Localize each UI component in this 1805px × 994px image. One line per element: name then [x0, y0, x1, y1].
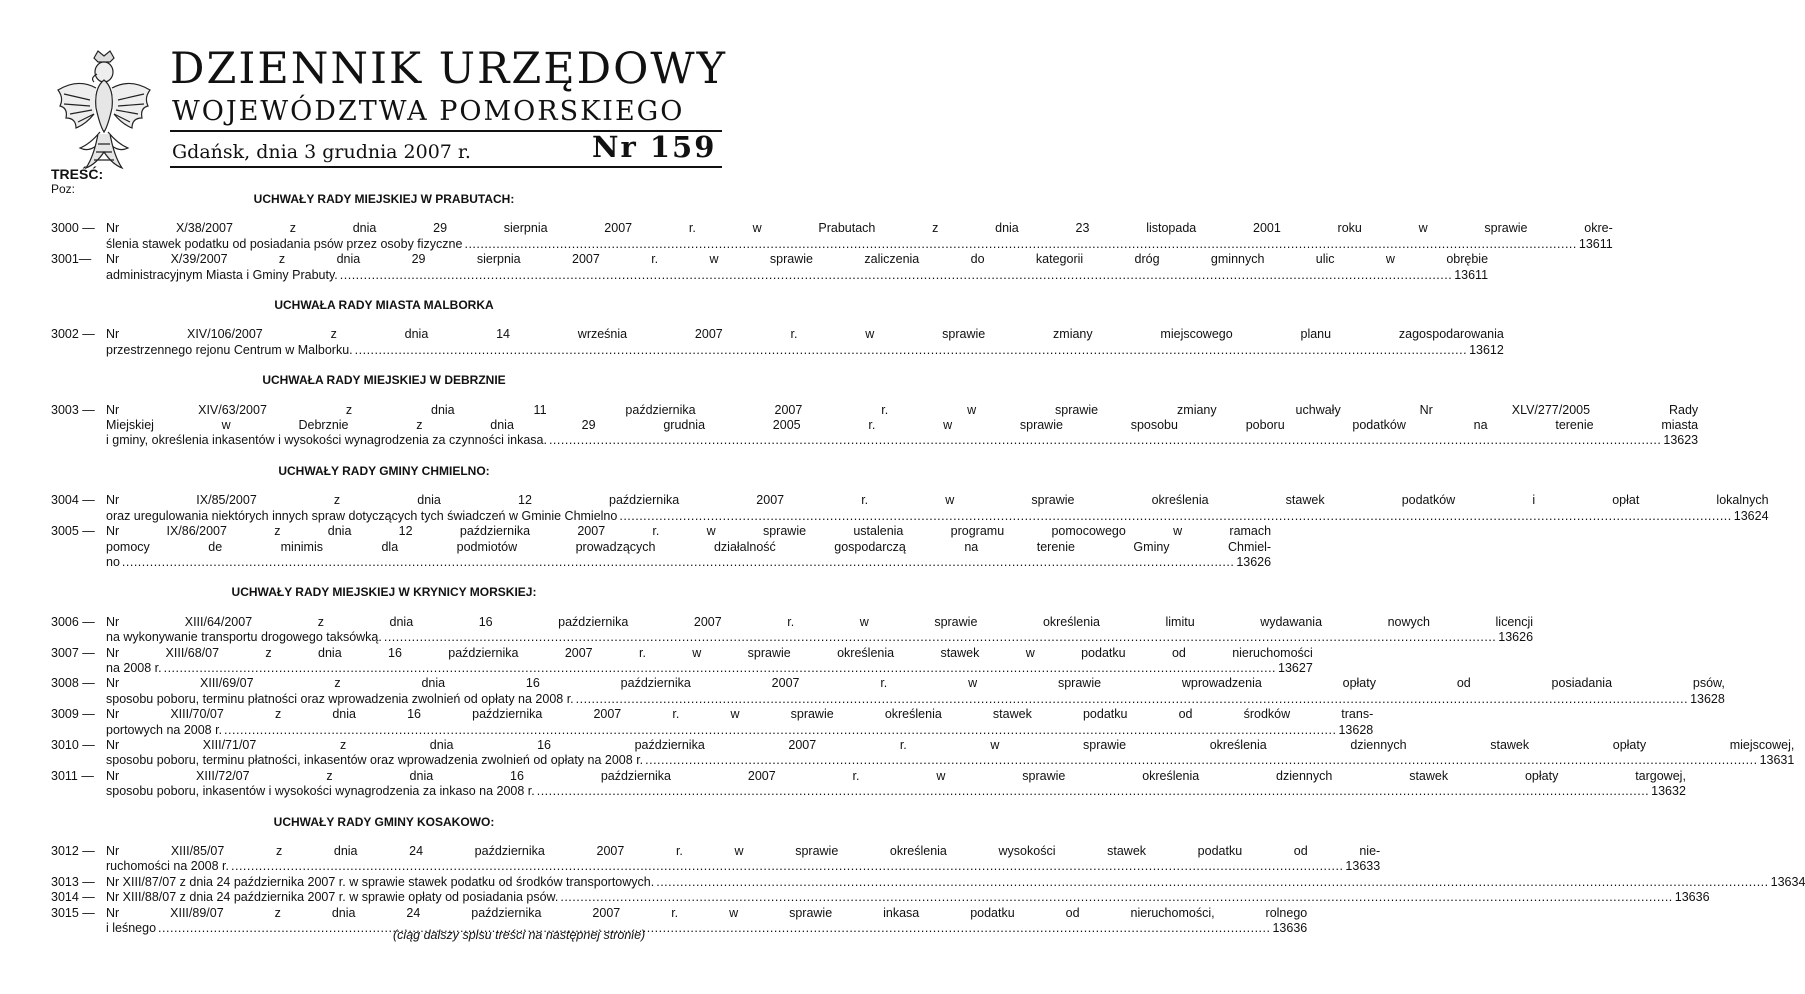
page-number: 13636: [1674, 890, 1710, 905]
toc-entry: [51, 524, 1272, 570]
entry-number: 3003 —: [51, 402, 95, 417]
entry-text-line: Nr IX/86/2007 z dnia 12 października 2007 r. w sprawie ustalenia programu pomocowego w ramach: [106, 524, 1272, 539]
entry-text-line: Nr XIII/71/07 z dnia 16 października 2007 r. w sprawie określenia dziennych stawek opłaty miejscowej,: [106, 737, 1795, 752]
page-number: 13612: [1469, 342, 1504, 357]
journal-title: DZIENNIK URZĘDOWY: [170, 44, 727, 94]
toc-entry: [51, 645, 1313, 677]
entry-text-last: ruchomości na 2008 r.: [106, 859, 229, 874]
page-number: 13628: [1690, 691, 1725, 706]
toc-entry: [51, 676, 1725, 707]
entry-text-last: portowych na 2008 r.: [106, 722, 223, 737]
entry-text-last: no: [106, 554, 120, 569]
entry-number: 3012 —: [51, 844, 95, 858]
entry-text-last: sposobu poboru, inkasentów i wysokości wynagrodzenia za inkaso na 2008 r.: [106, 784, 535, 799]
entry-text-line: pomocy de minimis dla podmiotów prowadzących działalność gospodarczą na terenie Gminy Chmiel-: [106, 539, 1272, 554]
entry-text-line: Nr X/39/2007 z dnia 29 sierpnia 2007 r. w sprawie zaliczenia do kategorii dróg gminnych ulic w obrębie: [106, 252, 1489, 267]
issue-number: Nr 159: [592, 130, 717, 164]
toc-entry: [51, 493, 1769, 524]
page-number: 13626: [1498, 630, 1534, 645]
entry-text-line: Nr X/38/2007 z dnia 29 sierpnia 2007 r. w Prabutach z dnia 23 listopada 2001 roku w sprawie okre-: [106, 221, 1613, 236]
leader-dots: [645, 753, 1757, 768]
entry-number: 3007 —: [51, 645, 95, 660]
entry-number: 3005 —: [51, 524, 95, 539]
entry-text-line: Miejskiej w Debrznie z dnia 29 grudnia 2005 r. w sprawie sposobu poboru podatków na terenie miasta: [106, 418, 1699, 433]
entry-text-line: Nr XIII/72/07 z dnia 16 października 2007 r. w sprawie określenia dziennych stawek opłaty targowej,: [106, 768, 1686, 783]
page-number: 13611: [1454, 267, 1489, 282]
page-number: 13611: [1578, 236, 1613, 251]
entry-number: 3013 —: [51, 874, 95, 889]
toc-entry: [51, 402, 1699, 449]
header-rule-bottom: [170, 166, 722, 168]
entry-number: 3011 —: [51, 768, 94, 783]
entry-number: 3004 —: [51, 493, 95, 508]
entry-number: 3015 —: [51, 905, 95, 920]
section-title: UCHWAŁY RADY MIEJSKIEJ W KRYNICY MORSKIEJ:: [231, 585, 537, 600]
entry-number: 3006 —: [51, 614, 95, 629]
toc-heading: TREŚĆ:: [51, 166, 104, 182]
entry-text-last: oraz uregulowania niektórych innych spraw dotyczących tych świadczeń w Gminie Chmielno: [106, 508, 618, 523]
toc-entry: [51, 614, 1534, 646]
page-number: 13631: [1759, 753, 1795, 768]
section-title: UCHWAŁY RADY GMINY KOSAKOWO:: [273, 814, 495, 829]
table-of-contents: [51, 192, 1805, 936]
poz-label: Poz:: [51, 182, 76, 196]
toc-entry: [51, 252, 1489, 283]
leader-dots: [164, 661, 1276, 676]
entry-number: 3010 —: [51, 737, 95, 752]
leader-dots: [537, 784, 1649, 799]
entry-text-last: Nr XIII/88/07 z dnia 24 października 2007 r. w sprawie opłaty od posiadania psów.: [106, 890, 559, 905]
entry-number: 3000 —: [51, 221, 95, 236]
leader-dots: [619, 509, 1731, 524]
page-number: 13633: [1345, 859, 1381, 874]
toc-entry: [51, 221, 1613, 252]
toc-entry: [51, 890, 1710, 905]
page-number: 13632: [1651, 784, 1686, 799]
toc-entry: [51, 844, 1381, 875]
entry-text-last: sposobu poboru, terminu płatności oraz wprowadzenia zwolnień od opłaty na 2008 r.: [106, 691, 574, 706]
toc-entry: [51, 737, 1795, 769]
place-date: Gdańsk, dnia 3 grudnia 2007 r.: [172, 141, 471, 163]
leader-dots: [384, 630, 1496, 645]
entry-number: 3002 —: [51, 327, 95, 342]
entry-number: 3001—: [51, 252, 92, 267]
leader-dots: [549, 433, 1661, 448]
leader-dots: [340, 268, 1452, 283]
section-title: UCHWAŁA RADY MIASTA MALBORKA: [274, 298, 494, 313]
leader-dots: [122, 555, 1234, 570]
entry-text-line: Nr XIII/64/2007 z dnia 16 października 2007 r. w sprawie określenia limitu wydawania nowych licencji: [106, 614, 1534, 629]
entry-text-last: na 2008 r.: [106, 660, 162, 675]
entry-text-last: sposobu poboru, terminu płatności, inkasentów oraz wprowadzenia zwolnień od opłaty na 2008 r.: [106, 753, 644, 768]
leader-dots: [656, 875, 1768, 890]
page-number: 13623: [1663, 433, 1699, 448]
leader-dots: [576, 692, 1688, 707]
entry-text-line: Nr XIII/85/07 z dnia 24 października 2007 r. w sprawie określenia wysokości stawek podatku od nie-: [106, 844, 1381, 858]
leader-dots: [158, 921, 1270, 936]
eagle-emblem-icon: [50, 48, 158, 176]
page-number: 13624: [1733, 508, 1769, 523]
page-number: 13627: [1278, 660, 1313, 675]
entry-text-line: Nr XIII/69/07 z dnia 16 października 2007 r. w sprawie wprowadzenia opłaty od posiadania psów,: [106, 676, 1725, 691]
entry-text-last: ślenia stawek podatku od posiadania psów przez osoby fizyczne: [106, 236, 463, 251]
entry-number: 3008 —: [51, 676, 95, 691]
continuation-note: (ciąg dalszy spisu treści na następnej stronie): [393, 928, 646, 942]
toc-entry: [51, 768, 1686, 800]
entry-text-last: i leśnego: [106, 921, 157, 936]
page-number: 13634: [1770, 874, 1805, 889]
entry-text-line: Nr XIII/70/07 z dnia 16 października 2007 r. w sprawie określenia stawek podatku od środków trans-: [106, 707, 1374, 722]
toc-entry: [51, 874, 1805, 890]
leader-dots: [224, 723, 1336, 738]
leader-dots: [231, 859, 1343, 874]
entry-number: 3009 —: [51, 707, 95, 722]
journal-subtitle: WOJEWÓDZTWA POMORSKIEGO: [172, 96, 685, 127]
entry-text-line: Nr XIV/63/2007 z dnia 11 października 2007 r. w sprawie zmiany uchwały Nr XLV/277/2005 Rady: [106, 402, 1699, 417]
section-title: UCHWAŁY RADY GMINY CHMIELNO:: [278, 463, 490, 478]
page-number: 13628: [1338, 722, 1374, 737]
entry-text-last: przestrzennego rejonu Centrum w Malborku.: [106, 342, 353, 357]
entry-number: 3014 —: [51, 890, 95, 905]
entry-text-line: Nr XIII/68/07 z dnia 16 października 2007 r. w sprawie określenia stawek w podatku od nieruchomości: [106, 645, 1313, 660]
entry-text-last: i gminy, określenia inkasentów i wysokości wynagrodzenia za czynności inkasa.: [106, 433, 547, 448]
leader-dots: [355, 343, 1467, 358]
entry-text-line: Nr XIV/106/2007 z dnia 14 września 2007 r. w sprawie zmiany miejscowego planu zagospodarowania: [106, 327, 1504, 342]
toc-entry: [51, 707, 1374, 738]
leader-dots: [464, 237, 1576, 252]
page-number: 13626: [1236, 554, 1272, 569]
entry-text-last: Nr XIII/87/07 z dnia 24 października 2007 r. w sprawie stawek podatku od środków transportowych.: [106, 874, 655, 889]
page-number: 13636: [1272, 921, 1308, 936]
section-title: UCHWAŁY RADY MIEJSKIEJ W PRABUTACH:: [253, 192, 515, 206]
leader-dots: [560, 890, 1672, 905]
entry-text-last: administracyjnym Miasta i Gminy Prabuty.: [106, 267, 338, 282]
entry-text-last: na wykonywanie transportu drogowego taksówką.: [106, 630, 382, 645]
section-title: UCHWAŁA RADY MIEJSKIEJ W DEBRZNIE: [262, 373, 506, 388]
entry-text-line: Nr IX/85/2007 z dnia 12 października 2007 r. w sprawie określenia stawek podatków i opłat lokalnych: [106, 493, 1769, 508]
entry-text-line: Nr XIII/89/07 z dnia 24 października 2007 r. w sprawie inkasa podatku od nieruchomości, rolnego: [106, 905, 1308, 920]
toc-entry: [51, 327, 1504, 358]
